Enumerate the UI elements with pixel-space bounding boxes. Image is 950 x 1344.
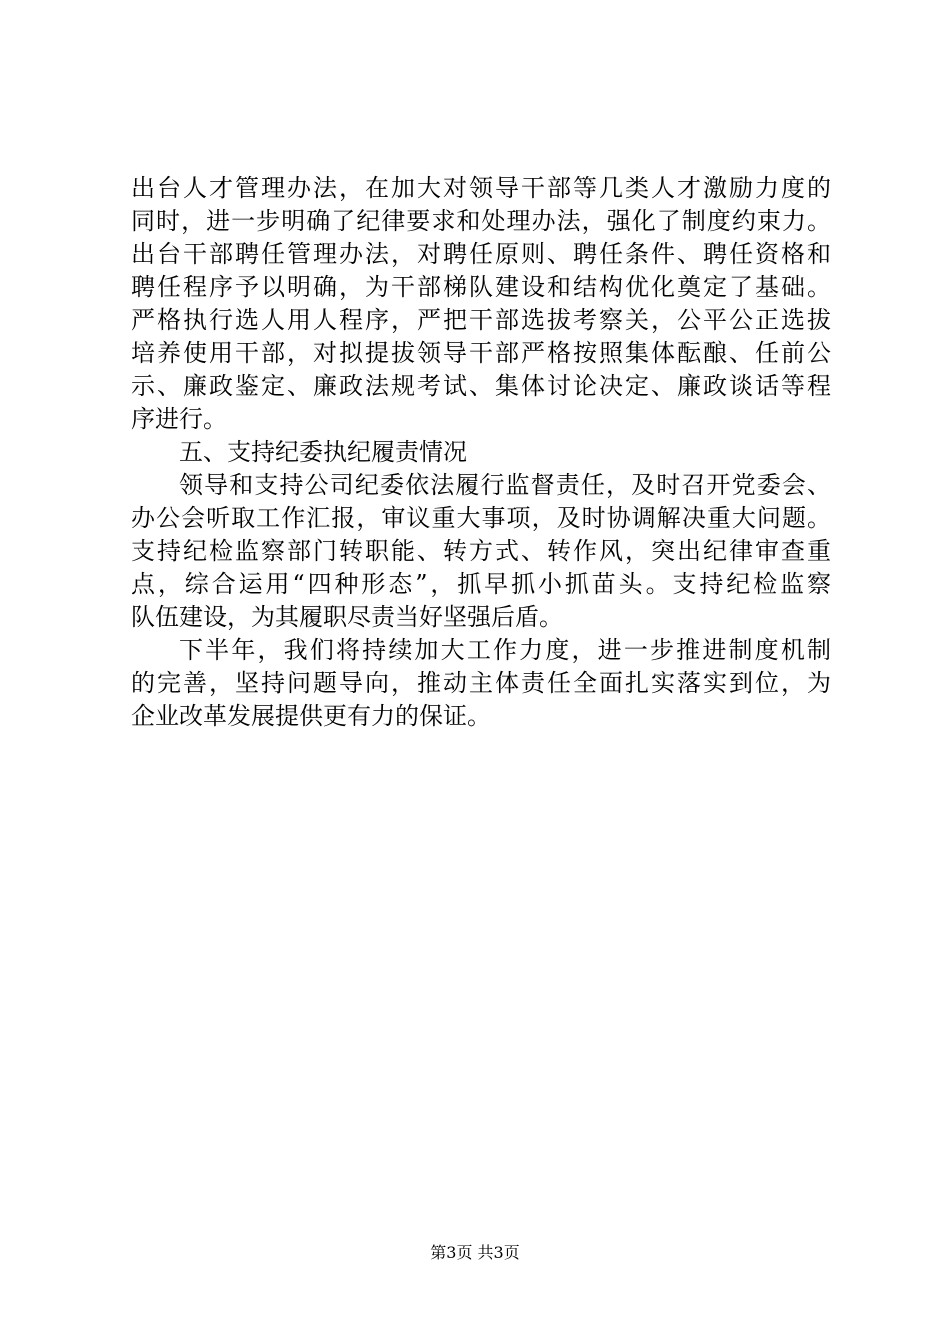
body-text-line: 同时，进一步明确了纪律要求和处理办法，强化了制度约束力。 bbox=[131, 207, 831, 235]
body-text-line: 办公会听取工作汇报，审议重大事项，及时协调解决重大问题。 bbox=[131, 504, 831, 532]
body-text-line: 队伍建设，为其履职尽责当好坚强后盾。 bbox=[131, 603, 563, 631]
body-text-line: 领导和支持公司纪委依法履行监督责任，及时召开党委会、 bbox=[179, 471, 831, 499]
section-heading: 五、支持纪委执纪履责情况 bbox=[179, 438, 467, 466]
body-text-line: 严格执行选人用人程序，严把干部选拔考察关，公平公正选拔 bbox=[131, 306, 831, 334]
document-body bbox=[131, 172, 831, 733]
body-text-line: 示、廉政鉴定、廉政法规考试、集体讨论决定、廉政谈话等程 bbox=[131, 372, 831, 400]
body-text-line: 聘任程序予以明确，为干部梯队建设和结构优化奠定了基础。 bbox=[131, 273, 831, 301]
body-text-line: 点，综合运用“四种形态”，抓早抓小抓苗头。支持纪检监察 bbox=[131, 570, 831, 598]
body-text-line: 出台人才管理办法，在加大对领导干部等几类人才激励力度的 bbox=[131, 174, 831, 202]
body-text-line: 支持纪检监察部门转职能、转方式、转作风，突出纪律审查重 bbox=[131, 537, 831, 565]
page-number-footer: 第3页 共3页 bbox=[430, 1243, 520, 1262]
body-text-line: 序进行。 bbox=[131, 405, 227, 433]
body-text-line: 的完善，坚持问题导向，推动主体责任全面扎实落实到位，为 bbox=[131, 669, 831, 697]
body-text-line: 出台干部聘任管理办法，对聘任原则、聘任条件、聘任资格和 bbox=[131, 240, 831, 268]
body-text-line: 培养使用干部，对拟提拔领导干部严格按照集体酝酿、任前公 bbox=[131, 339, 831, 367]
body-text-line: 企业改革发展提供更有力的保证。 bbox=[131, 702, 491, 730]
body-text-line: 下半年，我们将持续加大工作力度，进一步推进制度机制 bbox=[179, 636, 831, 664]
